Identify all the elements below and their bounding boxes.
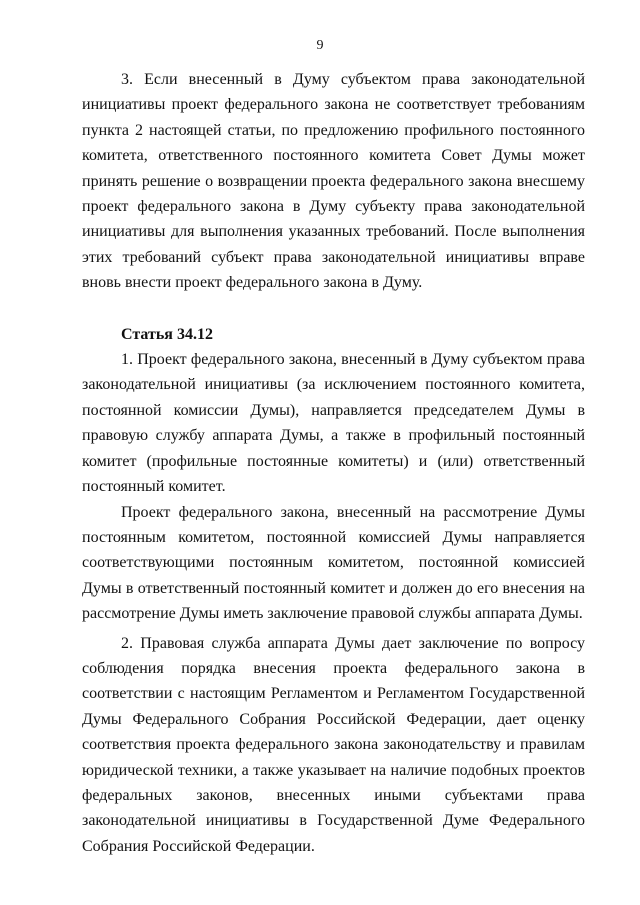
paragraph-clause-2: 2. Правовая служба аппарата Думы дает заключение по вопросу соблюдения порядка внесения проекта федерального закона в соответствии с настоящим Регламентом и Регламентом Государственной Думы Федерального Собрания Российской Федерации, дает оценку соответствия проекта федерального закона законодательству и правилам юридической техники, а также указывает на наличие подобных проектов федеральных законов, внесенных иными субъектами права законодательной инициативы в Государственной Думе Федерального Собрания Российской Федерации. (82, 634, 585, 855)
page-number: 9 (316, 38, 324, 53)
paragraph-clause-3: 3. Если внесенный в Думу субъектом права законодательной инициативы проект федерального закона не соответствует требованиям пункта 2 настоящей статьи, по предложению профильного постоянного комитета, ответственного постоянного комитета Совет Думы может принять решение о возвращении проекта федерального закона внесшему проект федерального закона в Думу субъекту права законодательной инициативы для выполнения указанных требований. После выполнения этих требований субъект права законодательной инициативы вправе вновь внести проект федерального закона в Думу. (82, 71, 585, 292)
spacer (82, 296, 585, 322)
document-body (82, 67, 585, 859)
article-heading: Статья 34.12 (121, 325, 213, 343)
paragraph-committee-bills: Проект федерального закона, внесенный на рассмотрение Думы постоянным комитетом, постоянной комиссией Думы направляется соответствующими постоянным комитетом, постоянной комиссией Думы в ответственный постоянный комитет и должен до его внесения на рассмотрение Думы иметь заключение правовой службы аппарата Думы. (82, 503, 585, 623)
paragraph-clause-1: 1. Проект федерального закона, внесенный в Думу субъектом права законодательной инициативы (за исключением постоянного комитета, постоянной комиссии Думы), направляется председателем Думы в правовую службу аппарата Думы, а также в профильный постоянный комитет (профильные постоянные комитеты) и (или) ответственный постоянный комитет. (82, 351, 585, 496)
